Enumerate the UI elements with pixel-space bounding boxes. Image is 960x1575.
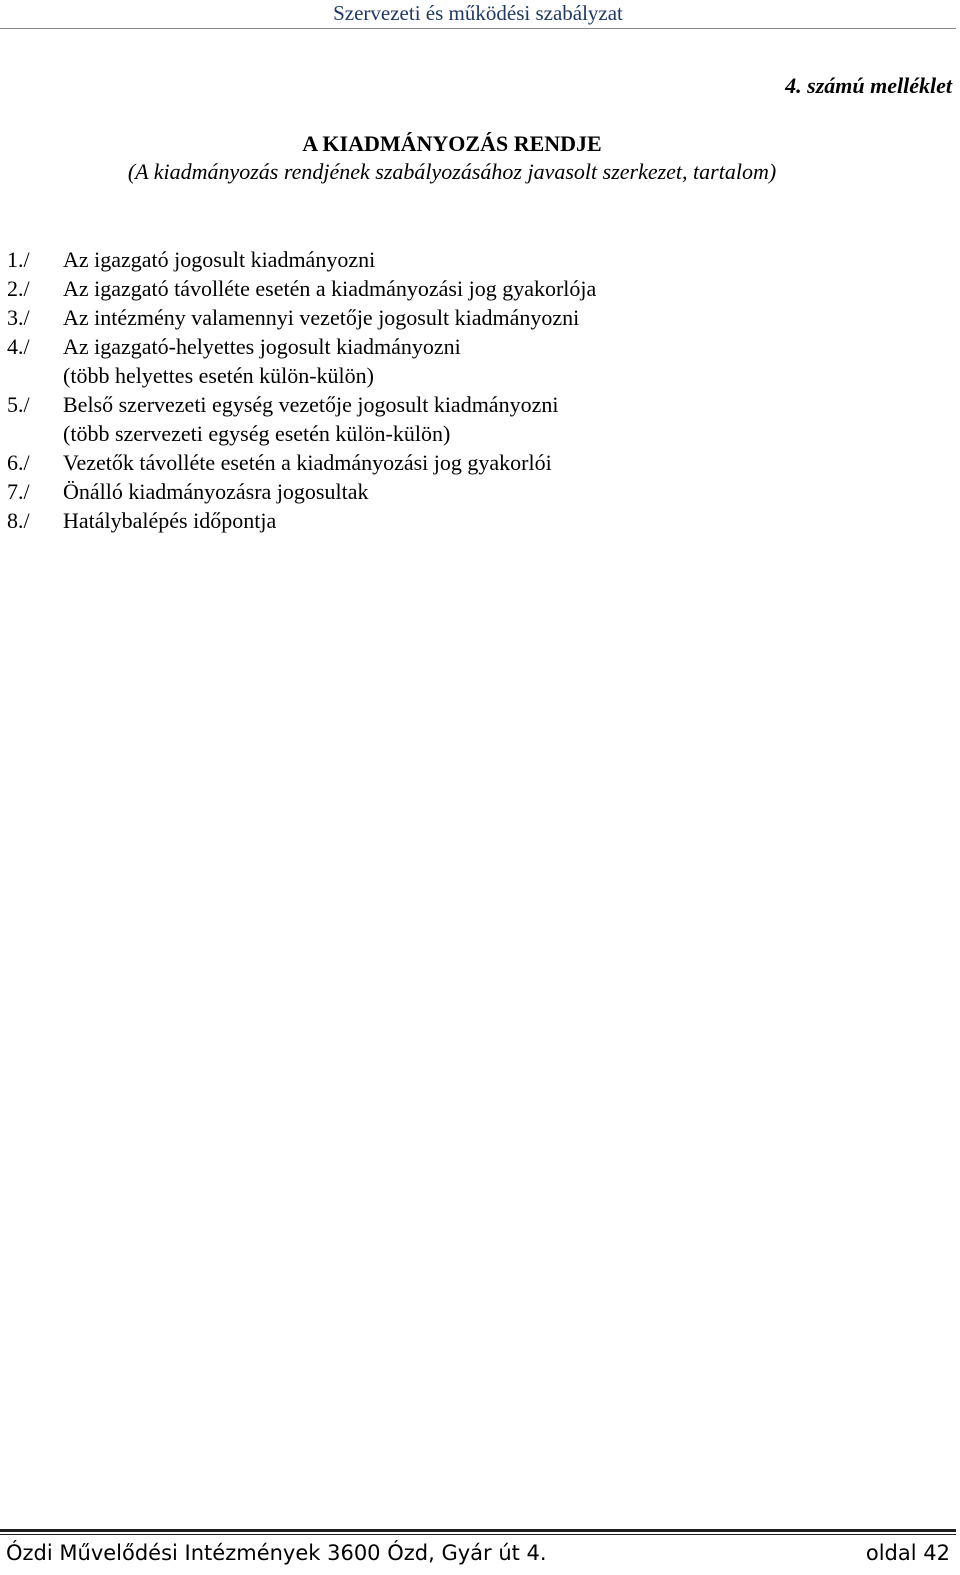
item-subtext: (több szervezeti egység esetén külön-külön) [63,421,451,446]
list-item [7,303,947,332]
item-text: Az igazgató jogosult kiadmányozni [63,247,376,272]
footer-divider-thick [0,1529,956,1532]
page-footer [6,1539,950,1567]
item-number: 1./ [7,247,30,272]
footer-divider-thin [0,1534,956,1535]
item-number: 4./ [7,334,30,359]
item-body [63,390,947,448]
list-item [7,390,947,448]
list-item [7,477,947,506]
item-text: Az igazgató távolléte esetén a kiadmányozási jog gyakorlója [63,276,597,301]
list-item [7,274,947,303]
item-text: Hatálybalépés időpontja [63,508,277,533]
list-item [7,506,947,535]
item-body [63,332,947,390]
item-number: 5./ [7,392,30,417]
annex-label: 4. számú melléklet [785,73,952,98]
list-item [7,448,947,477]
document-title: A KIADMÁNYOZÁS RENDJE [302,131,602,156]
item-number: 2./ [7,276,30,301]
running-header: Szervezeti és működési szabályzat [0,0,956,29]
item-number: 6./ [7,450,30,475]
item-text: Az intézmény valamennyi vezetője jogosult kiadmányozni [63,305,580,330]
item-text: Az igazgató-helyettes jogosult kiadmányozni [63,334,461,359]
document-subtitle: (A kiadmányozás rendjének szabályozásához javasolt szerkezet, tartalom) [127,159,777,184]
item-subtext: (több helyettes esetén külön-külön) [63,363,374,388]
footer-institution: Ózdi Művelődési Intézmények 3600 Ózd, Gyár út 4. [6,1541,547,1565]
item-text: Önálló kiadmányozásra jogosultak [63,479,369,504]
item-number: 7./ [7,479,30,504]
list-item [7,332,947,390]
item-number: 3./ [7,305,30,330]
footer-page-number: oldal 42 [865,1541,950,1565]
item-number: 8./ [7,508,30,533]
item-list [7,245,947,535]
item-text: Vezetők távolléte esetén a kiadmányozási jog gyakorlói [63,450,552,475]
item-text: Belső szervezeti egység vezetője jogosult kiadmányozni [63,392,559,417]
list-item [7,245,947,274]
